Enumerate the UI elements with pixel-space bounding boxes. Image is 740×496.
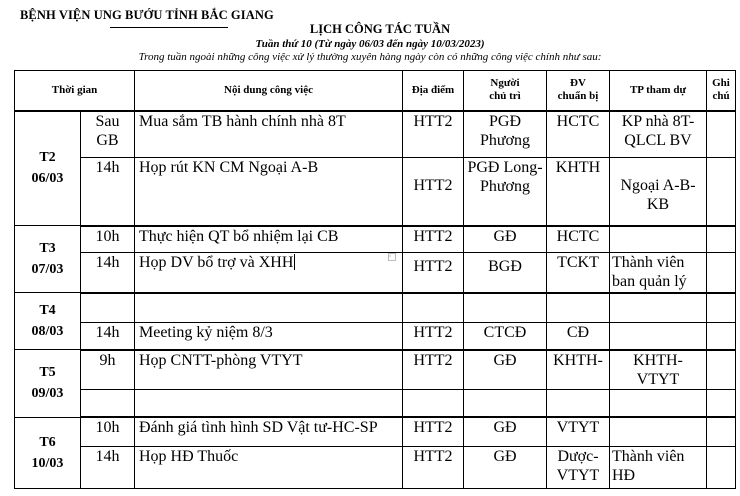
content-cell: Họp CNTT-phòng VTYT [135,350,403,390]
time-cell [81,389,135,417]
day-cell: T3 07/03 [15,226,81,293]
prep-cell: Dược-VTYT [547,446,610,488]
prep-cell: TCKT [547,253,610,293]
note-cell [707,226,736,253]
time-cell: 10h [81,417,135,446]
table-row [15,417,736,446]
prep-cell: HCTC [547,111,610,158]
note-cell [707,253,736,293]
place-cell: HTT2 [403,446,464,488]
week-range: Tuần thứ 10 (Từ ngày 06/03 đến ngày 10/03/2023) [255,38,485,50]
prep-cell: HCTC [547,226,610,253]
attend-cell [610,323,707,350]
attend-cell: KP nhà 8T-QLCL BV [610,111,707,158]
col-host: Người chủ trì [464,71,547,111]
col-content: Nội dung công việc [135,71,403,111]
attend-cell: KHTH-VTYT [610,350,707,390]
table-row [15,293,736,323]
table-row [15,350,736,390]
place-cell: HTT2 [403,226,464,253]
table-row [15,389,736,417]
day-cell: T4 08/03 [15,293,81,350]
prep-cell: CĐ [547,323,610,350]
table-row [15,111,736,158]
prep-cell: KHTH- [547,350,610,390]
host-cell: GĐ [464,446,547,488]
attend-cell: Ngoại A-B-KB [610,158,707,226]
host-cell [464,293,547,323]
place-cell: HTT2 [403,111,464,158]
table-row [15,446,736,488]
host-cell: BGĐ [464,253,547,293]
content-cell: Họp rút KN CM Ngoại A-B [135,158,403,226]
attend-cell [610,226,707,253]
host-cell: GĐ [464,350,547,390]
document-subtitle: Trong tuần ngoài những công việc xử lý thường xuyên hàng ngày còn có những công việc chính như sau: [138,51,602,63]
note-cell [707,293,736,323]
table-row [15,323,736,350]
place-cell [403,389,464,417]
table-row [15,226,736,253]
host-cell: PGĐ Long-Phương [464,158,547,226]
content-cell: Họp HĐ Thuốc [135,446,403,488]
content-cell [135,293,403,323]
col-prep: ĐV chuẩn bị [547,71,610,111]
note-cell [707,158,736,226]
attend-cell [610,417,707,446]
prep-cell: VTYT [547,417,610,446]
time-cell: 10h [81,226,135,253]
col-attend: TP tham dự [610,71,707,111]
schedule-table [14,70,736,489]
note-cell [707,350,736,390]
day-cell: T5 09/03 [15,350,81,418]
attend-cell [610,389,707,417]
place-cell [403,293,464,323]
place-cell: HTT2 [403,253,464,293]
host-cell: GĐ [464,417,547,446]
content-cell: Đánh giá tình hình SD Vật tư-HC-SP [135,417,403,446]
day-cell: T6 10/03 [15,417,81,488]
time-cell: 14h [81,158,135,226]
host-cell: PGĐ Phương [464,111,547,158]
prep-cell [547,293,610,323]
place-cell: HTT2 [403,323,464,350]
content-cell [135,389,403,417]
document-title: LỊCH CÔNG TÁC TUẦN [309,22,451,36]
hospital-underline [110,27,228,28]
attend-cell: Thành viên HĐ [610,446,707,488]
note-cell [707,323,736,350]
attend-cell: Thành viên ban quản lý [610,253,707,293]
table-row [15,253,736,293]
table-row [15,158,736,226]
time-cell: 14h [81,446,135,488]
hospital-name: BỆNH VIỆN UNG BƯỚU TỈNH BẮC GIANG [20,8,274,22]
time-cell: 14h [81,253,135,293]
prep-cell: KHTH [547,158,610,226]
time-cell: Sau GB [81,111,135,158]
prep-cell [547,389,610,417]
col-place: Địa điểm [403,71,464,111]
note-cell [707,111,736,158]
time-cell: 14h [81,323,135,350]
time-cell: 9h [81,350,135,390]
host-cell [464,389,547,417]
header-row [15,71,736,111]
day-cell: T2 06/03 [15,111,81,226]
content-cell: Thực hiện QT bổ nhiệm lại CB [135,226,403,253]
host-cell: CTCĐ [464,323,547,350]
col-time: Thời gian [15,71,135,111]
attend-cell [610,293,707,323]
note-cell [707,446,736,488]
anchor-icon: ▫ [388,253,396,261]
text-cursor [294,254,295,270]
place-cell: HTT2 [403,158,464,226]
place-cell: HTT2 [403,350,464,390]
time-cell [81,293,135,323]
content-cell: Meeting kỷ niệm 8/3 [135,323,403,350]
host-cell: GĐ [464,226,547,253]
note-cell [707,417,736,446]
place-cell: HTT2 [403,417,464,446]
content-cell: Mua sắm TB hành chính nhà 8T [135,111,403,158]
note-cell [707,389,736,417]
content-cell: Họp DV bổ trợ và XHH [135,253,403,293]
col-note: Ghi chú [707,71,736,111]
